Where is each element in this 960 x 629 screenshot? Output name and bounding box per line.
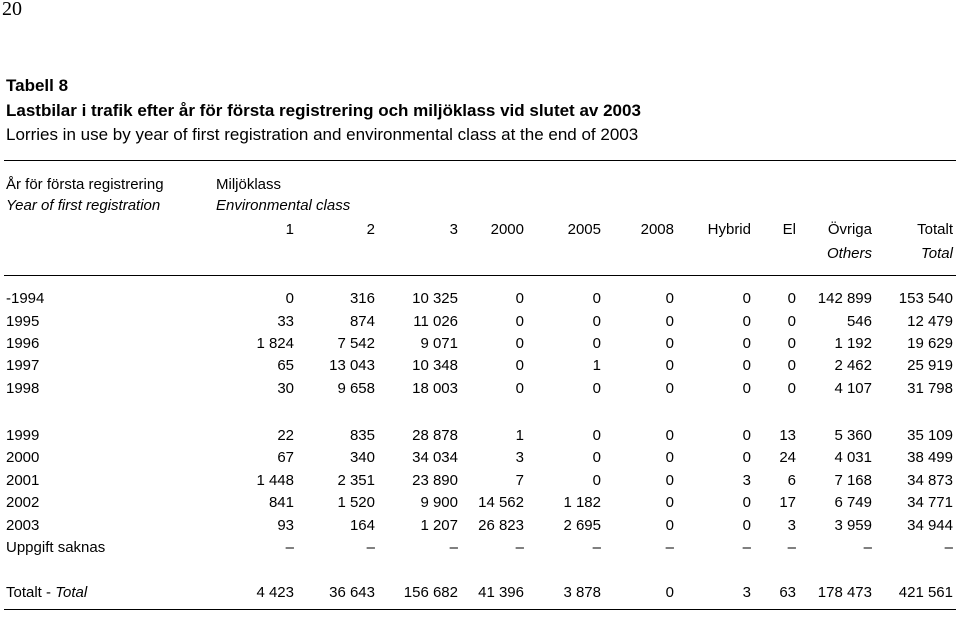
table-cell: 3 <box>787 517 796 534</box>
table-cell: 7 542 <box>337 335 375 352</box>
table-cell: 26 823 <box>478 517 524 534</box>
table-cell: 0 <box>592 313 601 330</box>
total-row-label <box>6 584 87 601</box>
column-header: Totalt <box>917 221 953 238</box>
total-cell: 0 <box>665 584 674 601</box>
table-cell: 3 <box>515 449 524 466</box>
row-label: Uppgift saknas <box>6 539 106 556</box>
column-header: 2008 <box>640 221 674 238</box>
table-cell: 0 <box>787 335 796 352</box>
table-cell: – <box>742 539 751 556</box>
table-cell: 0 <box>665 313 674 330</box>
table-cell: 13 <box>779 427 796 444</box>
table-cell: 3 <box>742 472 751 489</box>
table-cell: 142 899 <box>817 290 872 307</box>
row-label: 2001 <box>6 472 40 489</box>
table-cell: – <box>665 539 674 556</box>
row-label: -1994 <box>6 290 45 307</box>
table-cell: 22 <box>277 427 294 444</box>
table-cell: 67 <box>277 449 294 466</box>
table-cell: 93 <box>277 517 294 534</box>
table-cell: 7 168 <box>834 472 872 489</box>
table-cell: 10 348 <box>412 357 458 374</box>
table-cell: 1 <box>592 357 601 374</box>
total-cell: 36 643 <box>329 584 375 601</box>
table-cell: 0 <box>742 380 751 397</box>
row-label: 2003 <box>6 517 40 534</box>
table-cell: 18 003 <box>412 380 458 397</box>
table-cell: 1 192 <box>834 335 872 352</box>
table-cell: 31 798 <box>907 380 953 397</box>
group-header: Miljöklass <box>216 176 282 193</box>
column-header-en: Total <box>921 245 953 262</box>
table-cell: 34 873 <box>907 472 953 489</box>
column-header: El <box>782 221 796 238</box>
total-cell: 41 396 <box>478 584 524 601</box>
table-cell: 0 <box>515 313 524 330</box>
table-cell: 11 026 <box>413 313 458 330</box>
table-cell: 0 <box>742 427 751 444</box>
table-cell: 23 890 <box>412 472 458 489</box>
table-cell: 28 878 <box>412 427 458 444</box>
table-label: Tabell 8 <box>6 76 69 95</box>
table-cell: 0 <box>515 357 524 374</box>
total-cell: 3 878 <box>563 584 601 601</box>
table-cell: 25 919 <box>907 357 953 374</box>
table-cell: 0 <box>515 290 524 307</box>
table-cell: 835 <box>349 427 375 444</box>
table-cell: 0 <box>665 380 674 397</box>
table-cell: 0 <box>592 380 601 397</box>
total-cell: 156 682 <box>403 584 458 601</box>
table-cell: 9 071 <box>420 335 458 352</box>
row-label: 1996 <box>6 335 40 352</box>
table-cell: – <box>944 539 953 556</box>
table-cell: 0 <box>742 313 751 330</box>
table-cell: 9 658 <box>337 380 375 397</box>
table-cell: 14 562 <box>478 494 524 511</box>
table-cell: 3 959 <box>834 517 872 534</box>
table-cell: 1 520 <box>337 494 375 511</box>
table-cell: 34 944 <box>907 517 953 534</box>
table-cell: 35 109 <box>907 427 953 444</box>
table-cell: 0 <box>665 290 674 307</box>
column-header: 3 <box>449 221 458 238</box>
table-cell: 30 <box>277 380 294 397</box>
table-cell: 4 107 <box>834 380 872 397</box>
table-cell: 0 <box>742 517 751 534</box>
table-cell: 153 540 <box>898 290 953 307</box>
total-label-sv: Totalt - <box>6 584 56 601</box>
table-cell: 34 034 <box>412 449 458 466</box>
row-label: 1997 <box>6 357 40 374</box>
table-cell: 0 <box>665 517 674 534</box>
table-cell: – <box>515 539 524 556</box>
table-cell: 33 <box>277 313 294 330</box>
column-header: Övriga <box>827 221 872 238</box>
table-cell: 2 695 <box>563 517 601 534</box>
column-header: Hybrid <box>707 221 751 238</box>
table-cell: 841 <box>268 494 294 511</box>
table-cell: 0 <box>665 472 674 489</box>
page-number: 20 <box>2 0 22 20</box>
table-cell: 38 499 <box>907 449 953 466</box>
row-header-label-en: Year of first registration <box>6 197 161 214</box>
table-cell: 1 182 <box>563 494 601 511</box>
table-cell: 1 448 <box>256 472 294 489</box>
table-cell: – <box>366 539 375 556</box>
table-cell: 0 <box>665 335 674 352</box>
table-cell: 0 <box>665 357 674 374</box>
total-cell: 3 <box>742 584 751 601</box>
column-header-en: Others <box>826 245 872 262</box>
table-cell: 546 <box>846 313 872 330</box>
table-cell: 2 351 <box>337 472 375 489</box>
row-label: 2002 <box>6 494 40 511</box>
table-cell: 13 043 <box>329 357 375 374</box>
total-label-en: Total <box>55 584 88 601</box>
group-header-en: Environmental class <box>216 197 351 214</box>
table-cell: 0 <box>515 380 524 397</box>
table-cell: 7 <box>515 472 524 489</box>
row-label: 1995 <box>6 313 40 330</box>
table-cell: 340 <box>349 449 375 466</box>
header-rule <box>4 275 956 276</box>
total-cell: 178 473 <box>817 584 872 601</box>
table-cell: 24 <box>779 449 796 466</box>
column-header: 2000 <box>490 221 524 238</box>
table-cell: 6 749 <box>834 494 872 511</box>
table-cell: 1 207 <box>420 517 458 534</box>
table-cell: 4 031 <box>834 449 872 466</box>
table-cell: 6 <box>787 472 796 489</box>
table-cell: 0 <box>592 472 601 489</box>
table-cell: 0 <box>742 290 751 307</box>
table-cell: 9 900 <box>420 494 458 511</box>
table-cell: 0 <box>742 494 751 511</box>
table-cell: 0 <box>592 335 601 352</box>
table-cell: 65 <box>277 357 294 374</box>
table-cell: 0 <box>787 380 796 397</box>
table-cell: 0 <box>665 427 674 444</box>
table-cell: 0 <box>742 449 751 466</box>
table-cell: 164 <box>349 517 375 534</box>
table-cell: 1 824 <box>256 335 294 352</box>
table-cell: 0 <box>787 290 796 307</box>
table-cell: 2 462 <box>834 357 872 374</box>
table-cell: 34 771 <box>907 494 953 511</box>
column-header: 2005 <box>567 221 601 238</box>
table-cell: – <box>592 539 601 556</box>
table-cell: 12 479 <box>907 313 953 330</box>
row-label: 2000 <box>6 449 40 466</box>
table-cell: 0 <box>665 494 674 511</box>
bottom-rule <box>4 609 956 610</box>
table-cell: 874 <box>349 313 375 330</box>
row-header-label: År för första registrering <box>6 176 164 193</box>
total-cell: 4 423 <box>256 584 294 601</box>
table-cell: 0 <box>742 357 751 374</box>
row-label: 1999 <box>6 427 40 444</box>
table-cell: 0 <box>787 357 796 374</box>
column-header: 2 <box>366 221 375 238</box>
table-cell: 0 <box>592 449 601 466</box>
total-cell: 421 561 <box>898 584 953 601</box>
table-cell: – <box>285 539 294 556</box>
table-cell: 0 <box>592 427 601 444</box>
title-english: Lorries in use by year of first registration and environmental class at the end of 2003 <box>6 125 639 144</box>
table-cell: 19 629 <box>907 335 953 352</box>
table-cell: 5 360 <box>834 427 872 444</box>
table-cell: 0 <box>592 290 601 307</box>
table-cell: – <box>863 539 872 556</box>
table-cell: 10 325 <box>412 290 458 307</box>
table-cell: 0 <box>742 335 751 352</box>
table-cell: – <box>449 539 458 556</box>
table-cell: 17 <box>779 494 796 511</box>
table-cell: 316 <box>349 290 375 307</box>
row-label: 1998 <box>6 380 40 397</box>
table-cell: 0 <box>285 290 294 307</box>
total-cell: 63 <box>779 584 796 601</box>
table-cell: 0 <box>787 313 796 330</box>
title-swedish: Lastbilar i trafik efter år för första registrering och miljöklass vid slutet av 2003 <box>6 101 641 120</box>
table-cell: 0 <box>515 335 524 352</box>
column-header: 1 <box>285 221 294 238</box>
top-rule <box>4 160 956 161</box>
table-cell: 0 <box>665 449 674 466</box>
table-cell: 1 <box>515 427 524 444</box>
table-cell: – <box>787 539 796 556</box>
